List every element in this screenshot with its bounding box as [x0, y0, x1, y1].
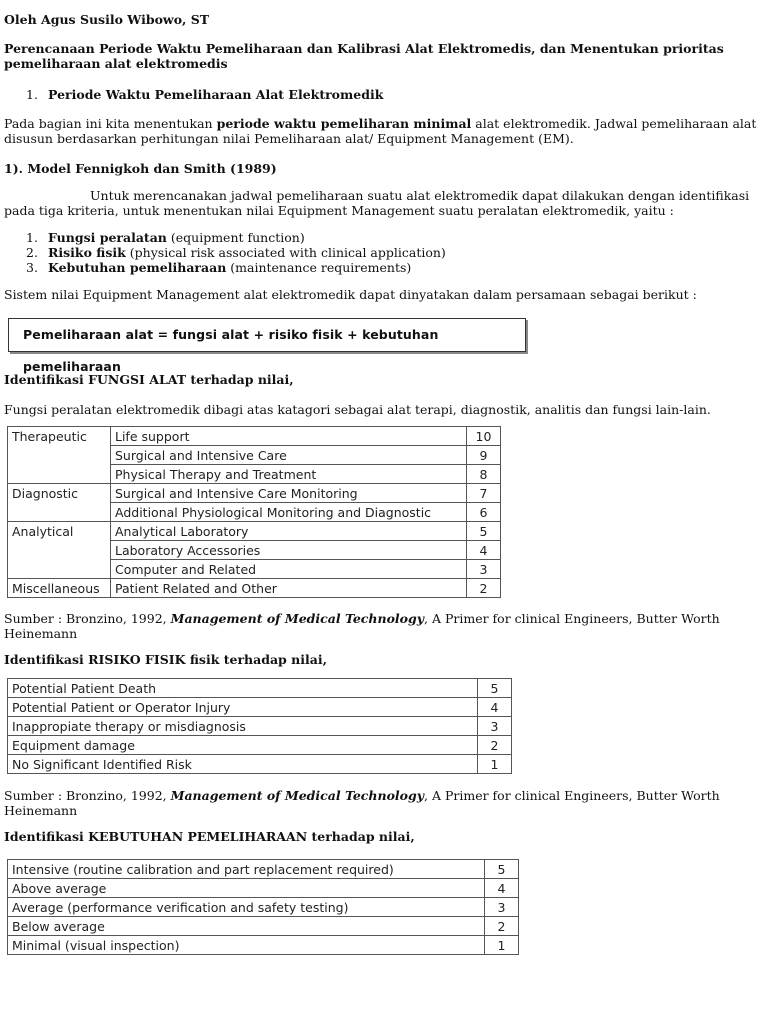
value-cell: 8 — [467, 465, 501, 484]
risiko-source — [4, 788, 764, 818]
table-row — [8, 503, 501, 522]
section-heading — [4, 87, 764, 102]
item-cell: Computer and Related — [111, 560, 467, 579]
item-cell: Surgical and Intensive Care Monitoring — [111, 484, 467, 503]
item-cell: Potential Patient or Operator Injury — [8, 698, 478, 717]
model-paragraph: Untuk merencanakan jadwal pemeliharaan suatu alat elektromedik dapat dilakukan dengan identifikasi pada tiga kriteria, untuk menentukan nilai Equipment Management suatu peralatan elektromedik, yaitu : — [4, 188, 750, 218]
source-post: , A Primer for clinical Engineers, Butter Worth Heinemann — [4, 788, 720, 818]
category-cell: Miscellaneous — [8, 579, 111, 598]
criteria-label: Fungsi peralatan — [48, 230, 167, 245]
risiko-heading: Identifikasi RISIKO FISIK fisik terhadap nilai, — [4, 652, 327, 667]
kebutuhan-table — [7, 859, 519, 955]
item-cell: Intensive (routine calibration and part replacement required) — [8, 860, 485, 879]
table-row — [8, 579, 501, 598]
table-row — [8, 755, 512, 774]
fungsi-paragraph: Fungsi peralatan elektromedik dibagi atas katagori sebagai alat terapi, diagnostik, analitis dan fungsi lain-lain. — [4, 402, 711, 417]
criteria-item — [4, 260, 764, 275]
category-cell — [8, 446, 111, 465]
fungsi-table — [7, 426, 501, 598]
criteria-desc: (physical risk associated with clinical application) — [125, 245, 446, 260]
criteria-label: Kebutuhan pemeliharaan — [48, 260, 227, 275]
document — [4, 12, 764, 955]
section-label: Periode Waktu Pemeliharaan Alat Elektromedik — [48, 87, 384, 102]
fungsi-heading: Identifikasi FUNGSI ALAT terhadap nilai, — [4, 372, 294, 387]
criteria-number: 1. — [26, 230, 38, 245]
value-cell: 1 — [478, 755, 512, 774]
table-row — [8, 860, 519, 879]
table-row — [8, 879, 519, 898]
table-row — [8, 898, 519, 917]
item-cell: Minimal (visual inspection) — [8, 936, 485, 955]
table-row — [8, 522, 501, 541]
model-heading: 1). Model Fennigkoh dan Smith (1989) — [4, 161, 277, 176]
source-book: Management of Medical Technology — [170, 611, 425, 626]
item-cell: Equipment damage — [8, 736, 478, 755]
criteria-desc: (equipment function) — [166, 230, 305, 245]
table-row — [8, 917, 519, 936]
table-row — [8, 698, 512, 717]
value-cell: 7 — [467, 484, 501, 503]
section-heading-list — [4, 87, 764, 102]
table-row — [8, 541, 501, 560]
item-cell: Physical Therapy and Treatment — [111, 465, 467, 484]
item-cell: Average (performance verification and safety testing) — [8, 898, 485, 917]
table-row — [8, 560, 501, 579]
table-row — [8, 427, 501, 446]
value-cell: 6 — [467, 503, 501, 522]
item-cell: Below average — [8, 917, 485, 936]
criteria-desc: (maintenance requirements) — [226, 260, 412, 275]
value-cell: 2 — [478, 736, 512, 755]
formula-box: Pemeliharaan alat = fungsi alat + risiko fisik + kebutuhan pemeliharaan — [8, 318, 526, 352]
item-cell: Inappropiate therapy or misdiagnosis — [8, 717, 478, 736]
value-cell: 2 — [467, 579, 501, 598]
value-cell: 4 — [478, 698, 512, 717]
table-row — [8, 446, 501, 465]
system-paragraph: Sistem nilai Equipment Management alat elektromedik dapat dinyatakan dalam persamaan sebagai berikut : — [4, 287, 697, 302]
item-cell: Additional Physiological Monitoring and Diagnostic — [111, 503, 467, 522]
intro-text-post: alat elektromedik. Jadwal pemeliharaan alat disusun berdasarkan perhitungan nilai Pemeliharaan alat/ Equipment Management (EM). — [4, 116, 757, 146]
criteria-label: Risiko fisik — [48, 245, 126, 260]
table-row — [8, 465, 501, 484]
value-cell: 3 — [478, 717, 512, 736]
value-cell: 10 — [467, 427, 501, 446]
criteria-list — [4, 230, 764, 275]
table-row — [8, 679, 512, 698]
criteria-item — [4, 230, 764, 245]
value-cell: 3 — [485, 898, 519, 917]
value-cell: 5 — [485, 860, 519, 879]
value-cell: 4 — [485, 879, 519, 898]
category-cell: Therapeutic — [8, 427, 111, 446]
item-cell: Analytical Laboratory — [111, 522, 467, 541]
category-cell: Analytical — [8, 522, 111, 541]
source-post: , A Primer for clinical Engineers, Butter Worth Heinemann — [4, 611, 720, 641]
category-cell — [8, 465, 111, 484]
criteria-item — [4, 245, 764, 260]
criteria-number: 2. — [26, 245, 38, 260]
category-cell — [8, 560, 111, 579]
intro-text-bold: periode waktu pemeliharan minimal — [216, 116, 472, 131]
value-cell: 4 — [467, 541, 501, 560]
source-pre: Sumber : Bronzino, 1992, — [4, 611, 171, 626]
document-title: Perencanaan Periode Waktu Pemeliharaan dan Kalibrasi Alat Elektromedis, dan Menentukan prioritas pemeliharaan alat elektromedis — [4, 41, 724, 71]
item-cell: Above average — [8, 879, 485, 898]
item-cell: Patient Related and Other — [111, 579, 467, 598]
item-cell: Potential Patient Death — [8, 679, 478, 698]
value-cell: 1 — [485, 936, 519, 955]
risiko-table — [7, 678, 512, 774]
category-cell — [8, 503, 111, 522]
value-cell: 5 — [467, 522, 501, 541]
item-cell: Surgical and Intensive Care — [111, 446, 467, 465]
author-line: Oleh Agus Susilo Wibowo, ST — [4, 12, 210, 27]
item-cell: Laboratory Accessories — [111, 541, 467, 560]
section-number: 1. — [26, 87, 38, 102]
category-cell — [8, 541, 111, 560]
table-row — [8, 484, 501, 503]
value-cell: 2 — [485, 917, 519, 936]
intro-text-pre: Pada bagian ini kita menentukan — [4, 116, 217, 131]
criteria-number: 3. — [26, 260, 38, 275]
source-pre: Sumber : Bronzino, 1992, — [4, 788, 171, 803]
value-cell: 9 — [467, 446, 501, 465]
category-cell: Diagnostic — [8, 484, 111, 503]
item-cell: No Significant Identified Risk — [8, 755, 478, 774]
item-cell: Life support — [111, 427, 467, 446]
value-cell: 5 — [478, 679, 512, 698]
intro-paragraph — [4, 116, 764, 146]
source-book: Management of Medical Technology — [170, 788, 425, 803]
fungsi-source — [4, 611, 764, 641]
table-row — [8, 736, 512, 755]
value-cell: 3 — [467, 560, 501, 579]
table-row — [8, 717, 512, 736]
kebutuhan-heading: Identifikasi KEBUTUHAN PEMELIHARAAN terhadap nilai, — [4, 829, 415, 844]
table-row — [8, 936, 519, 955]
